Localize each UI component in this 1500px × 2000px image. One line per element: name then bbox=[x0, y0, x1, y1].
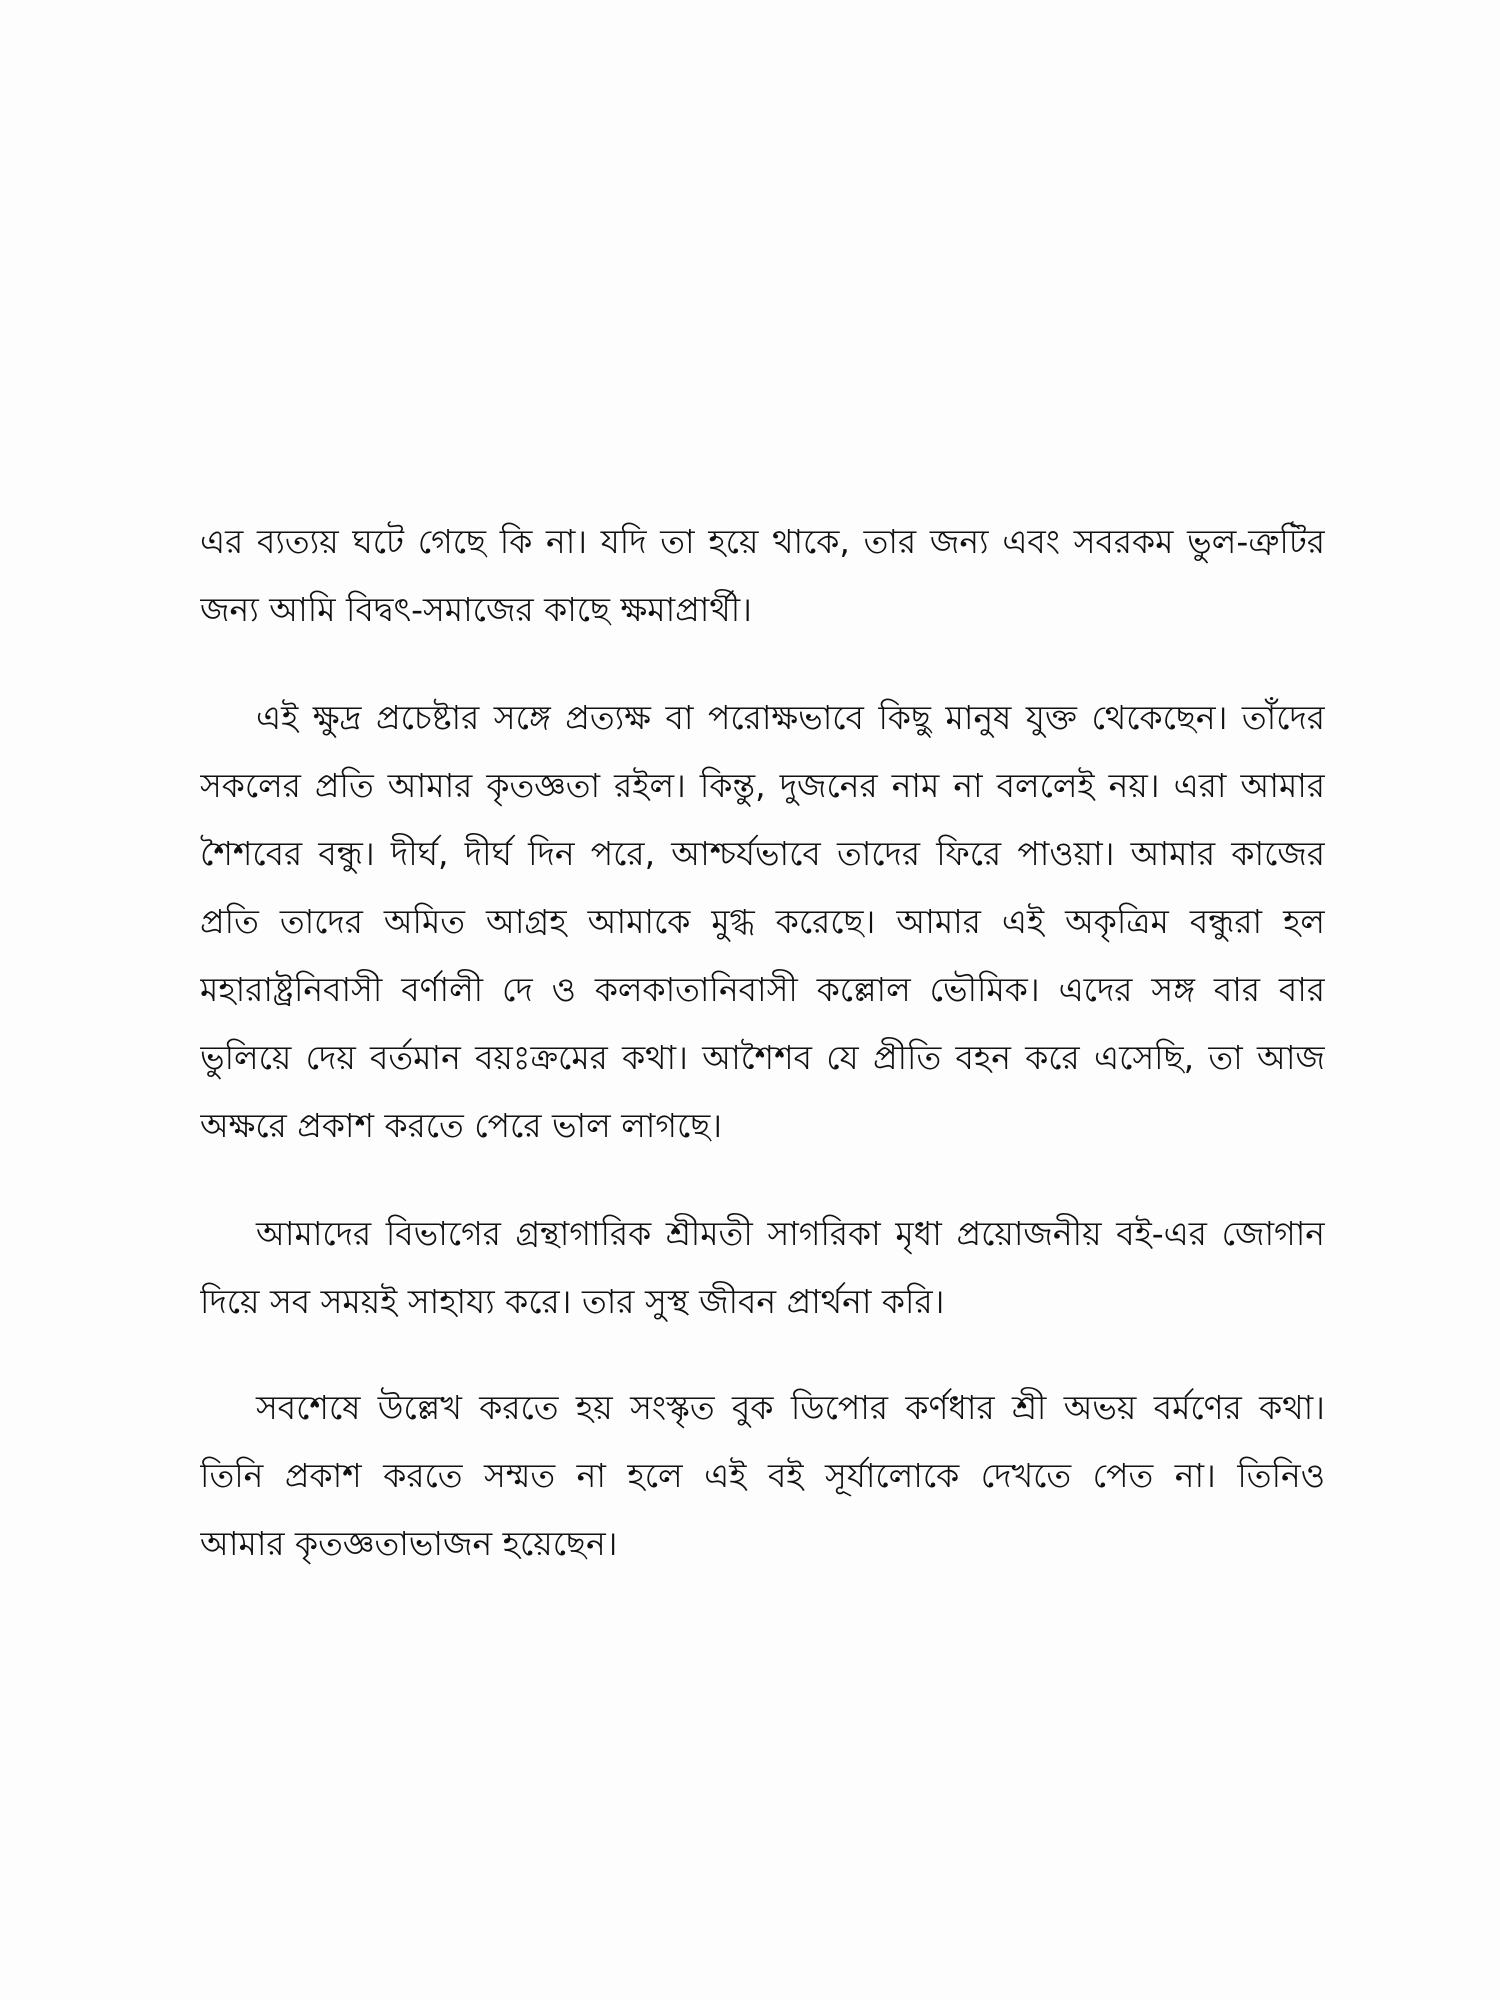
text-line: এর ব্যত্যয় ঘটে গেছে কি না। যদি তা হয়ে থাকে, তার জন্য এবং সবরকম ভুল-ত্রুটির bbox=[200, 522, 1325, 561]
paragraph-spacer bbox=[200, 644, 1325, 684]
paragraph-2 bbox=[200, 684, 1325, 1160]
text-line: তিনি প্রকাশ করতে সম্মত না হলে এই বই সূর্যালোকে দেখতে পেত না। তিনিও bbox=[200, 1456, 1325, 1495]
text-line: সকলের প্রতি আমার কৃতজ্ঞতা রইল। কিন্তু, দুজনের নাম না বললেই নয়। এরা আমার bbox=[200, 766, 1325, 805]
text-line: অক্ষরে প্রকাশ করতে পেরে ভাল লাগছে। bbox=[200, 1106, 723, 1145]
text-line: ভুলিয়ে দেয় বর্তমান বয়ঃক্রমের কথা। আশৈশব যে প্রীতি বহন করে এসেছি, তা আজ bbox=[200, 1038, 1325, 1077]
paragraph-spacer bbox=[200, 1336, 1325, 1374]
paragraph-1 bbox=[200, 508, 1325, 644]
text-line: আমার কৃতজ্ঞতাভাজন হয়েছেন। bbox=[200, 1524, 618, 1563]
text-line: সবশেষে উল্লেখ করতে হয় সংস্কৃত বুক ডিপোর কর্ণধার শ্রী অভয় বর্মণের কথা। bbox=[256, 1388, 1325, 1427]
text-line: দিয়ে সব সময়ই সাহায্য করে। তার সুস্থ জীবন প্রার্থনা করি। bbox=[200, 1282, 945, 1321]
paragraph-3 bbox=[200, 1200, 1325, 1336]
text-line: জন্য আমি বিদ্বৎ-সমাজের কাছে ক্ষমাপ্রার্থী। bbox=[200, 590, 752, 629]
text-line: প্রতি তাদের অমিত আগ্রহ আমাকে মুগ্ধ করেছে। আমার এই অকৃত্রিম বন্ধুরা হল bbox=[200, 902, 1325, 941]
text-line: মহারাষ্ট্রনিবাসী বর্ণালী দে ও কলকাতানিবাসী কল্লোল ভৌমিক। এদের সঙ্গ বার বার bbox=[200, 970, 1325, 1009]
body-text bbox=[200, 508, 1325, 1578]
text-line: আমাদের বিভাগের গ্রন্থাগারিক শ্রীমতী সাগরিকা মৃধা প্রয়োজনীয় বই-এর জোগান bbox=[256, 1214, 1325, 1253]
paragraph-4 bbox=[200, 1374, 1325, 1578]
text-line: শৈশবের বন্ধু। দীর্ঘ, দীর্ঘ দিন পরে, আশ্চর্যভাবে তাদের ফিরে পাওয়া। আমার কাজের bbox=[200, 834, 1325, 873]
text-line: এই ক্ষুদ্র প্রচেষ্টার সঙ্গে প্রত্যক্ষ বা পরোক্ষভাবে কিছু মানুষ যুক্ত থেকেছেন। তাঁদের bbox=[256, 698, 1325, 737]
paragraph-spacer bbox=[200, 1160, 1325, 1200]
